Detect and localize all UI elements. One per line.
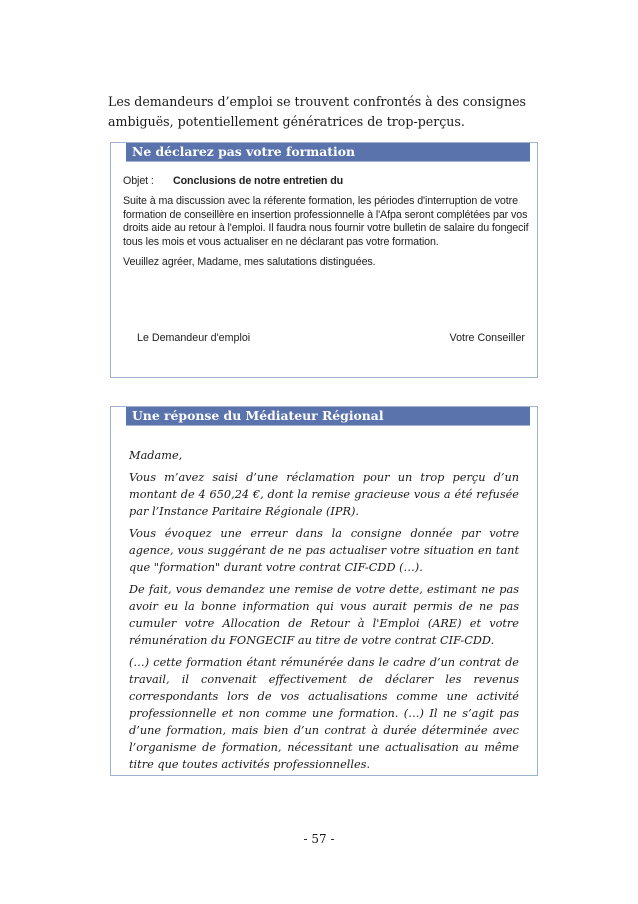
letter-object [123,175,529,188]
mediator-letter [129,447,519,778]
signature-right: Votre Conseiller [449,332,525,344]
page-number: - 57 - [303,832,335,846]
letter-body: Suite à ma discussion avec la réferente formation, les périodes d'interruption de votre formation de conseillère en insertion professionnelle à l'Afpa seront complétées par vos droits aide au retour à l'emploi. Il faudra nous fournir votre bulletin de salaire du fongecif tous les mois et vous actualiser en ne déclarant pas votre formation. [123,195,529,248]
salutation: Madame, [129,449,183,462]
scanned-letter [123,175,529,269]
object-label: Objet : [123,175,154,187]
signature-left: Le Demandeur d'emploi [137,332,251,344]
title-underline [126,161,530,162]
box-title-formation: Ne déclarez pas votre formation [126,143,530,161]
letter-paragraph-2: Vous évoquez une erreur dans la consigne donnée par votre agence, vous suggérant de ne pas actualiser votre situation en tant que "formation" durant votre contrat CIF-CDD (…). [129,527,519,574]
letter-closing: Veuillez agréer, Madame, mes salutations distinguées. [123,256,376,269]
intro-paragraph: Les demandeurs d’emploi se trouvent confrontés à des consignes ambiguës, potentiellement génératrices de trop-perçus. [108,94,526,129]
letter-paragraph-3: De fait, vous demandez une remise de votre dette, estimant ne pas avoir eu la bonne information qui vous aurait permis de ne pas cumuler votre Allocation de Retour à l'Emploi (ARE) et votre rémunération du FONGECIF au titre de votre contrat CIF-CDD. [129,583,519,647]
box-title-mediator: Une réponse du Médiateur Régional [126,407,530,425]
object-text: Conclusions de notre entretien du [173,175,344,187]
letter-paragraph-1: Vous m’avez saisi d’une réclamation pour un trop perçu d’un montant de 4 650,24 €, dont la remise gracieuse vous a été refusée par l’Instance Paritaire Régionale (IPR). [129,471,519,518]
letter-paragraph-4: (…) cette formation étant rémunérée dans le cadre d’un contrat de travail, il convenait effectivement de déclarer les revenus correspondants lors de vos actualisations comme une activité professionnelle et non comme une formation. (…) Il ne s’agit pas d’une formation, mais bien d’un contrat à durée déterminée avec l’organisme de formation, nécessitant une actualisation au même titre que toutes activités professionnelles. [129,656,519,771]
scanned-letter-box [110,142,538,378]
title-underline [126,425,530,426]
mediator-response-box [110,406,538,776]
